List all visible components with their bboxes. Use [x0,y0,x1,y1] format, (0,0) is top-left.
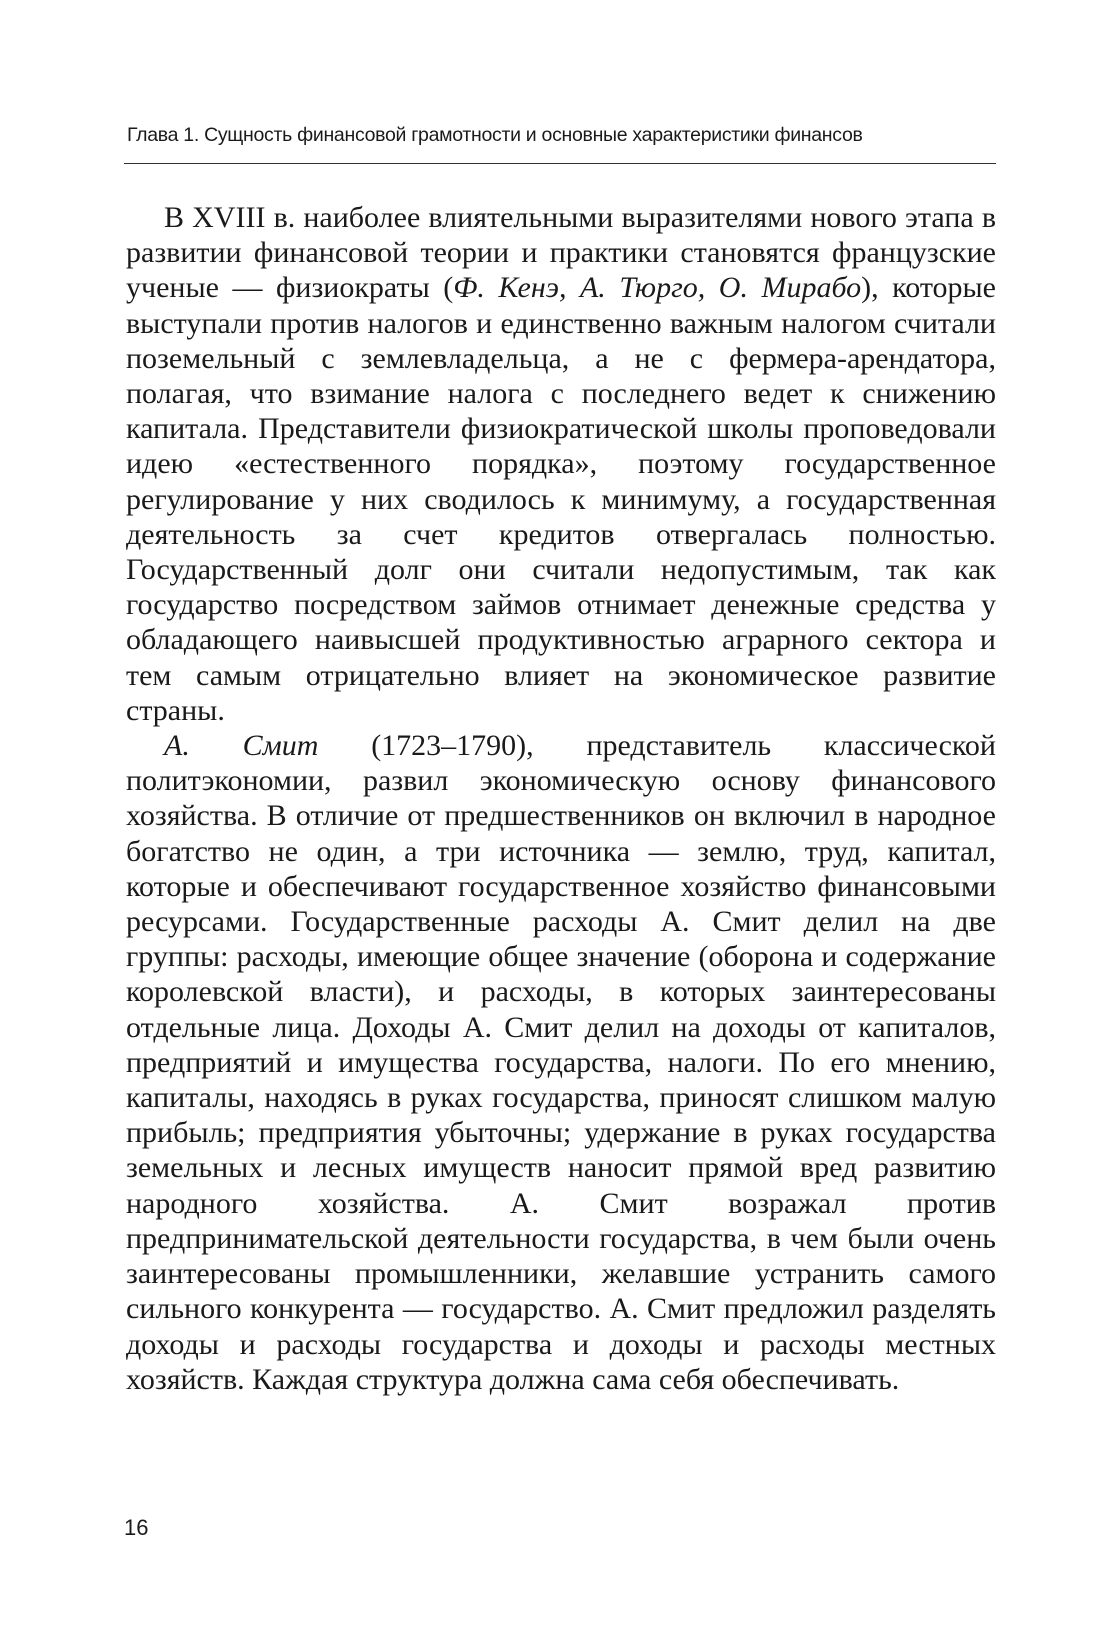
paragraph-1-text-after: ), которые выступали против налогов и единственно важным налогом считали поземельный с землевладельца, а не с фермера-арендатора, полагая, что взимание налога с последнего ведет к снижению капитала. Представители физиократической школы проповедовали идею «естественного порядка», поэтому государственное регулирование у них сводилось к минимуму, а государственная деятельность за счет кредитов отвергалась полностью. Государственный долг они считали недопустимым, так как государство посредством займов отнимает денежные средства у обладающего наивысшей продуктивностью аграрного сектора и тем самым отрицательно влияет на экономическое развитие страны. [126,271,996,727]
header-divider [124,163,996,164]
page-number: 16 [124,1515,149,1540]
paragraph-1-text-before: В XVIII в. наиболее влиятельными выразителями нового этапа в развитии финансовой теории и практики становятся французские ученые — физиократы ( [126,201,996,305]
adam-smith-name: А. Смит [164,729,319,763]
physiocrat-names: Ф. Кенэ, А. Тюрго, О. Мирабо [453,271,862,305]
paragraph-2-text: (1723–1790), представитель классической политэкономии, развил экономическую основу финансового хозяйства. В отличие от предшественников он включил в народное богатство не один, а три источника — землю, труд, капитал, которые и обеспечивают государственное хозяйство финансовыми ресурсами. Государственные расходы А. Смит делил на две группы: расходы, имеющие общее значение (оборона и содержание королевской власти), и расходы, в которых заинтересованы отдельные лица. Доходы А. Смит делил на доходы от капиталов, предприятий и имущества государства, налоги. По его мнению, капиталы, находясь в руках государства, приносят слишком малую прибыль; предприятия убыточны; удержание в руках государства земельных и лесных имуществ наносит прямой вред развитию народного хозяйства. А. Смит возражал против предпринимательской деятельности государства, в чем были очень заинтересованы промышленники, желавшие устранить самого сильного конкурента — государство. А. Смит предложил разделять доходы и расходы государства и доходы и расходы местных хозяйств. Каждая структура должна сама себя обеспечивать. [126,729,996,1396]
paragraph-physiocrats [126,200,996,728]
running-head: Глава 1. Сущность финансовой грамотности и основные характеристики финансов [127,124,863,146]
paragraph-adam-smith [126,728,996,1397]
main-text [126,200,996,1397]
